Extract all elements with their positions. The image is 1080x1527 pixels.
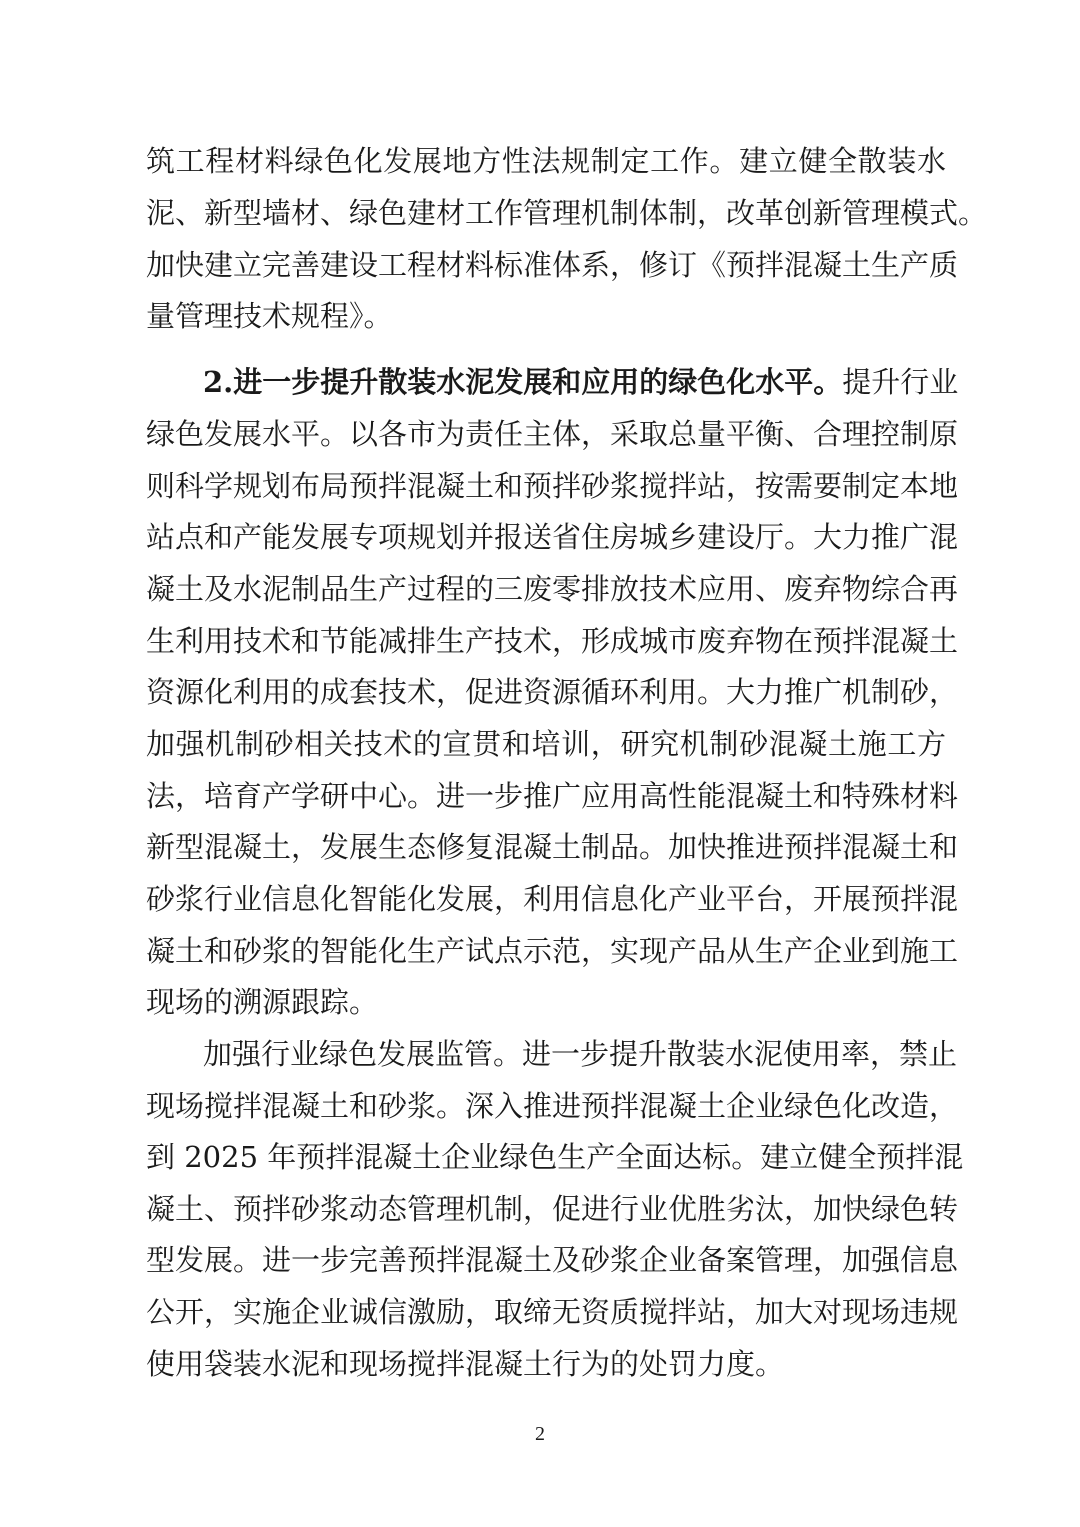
paragraph-2-line-7: 资源化利用的成套技术，促进资源循环利用。大力推广机制砂， (146, 675, 959, 709)
paragraph-2-line-11: 砂浆行业信息化智能化发展，利用信息化产业平台，开展预拌混 (146, 882, 959, 916)
paragraph-2-line-13: 现场的溯源跟踪。 (146, 985, 379, 1019)
paragraph-3-line-2: 现场搅拌混凝土和砂浆。深入推进预拌混凝土企业绿色化改造， (146, 1089, 959, 1123)
paragraph-3-line-4: 凝土、预拌砂浆动态管理机制，促进行业优胜劣汰，加快绿色转 (146, 1192, 959, 1226)
paragraph-2-line-4: 站点和产能发展专项规划并报送省住房城乡建设厅。大力推广混 (146, 520, 959, 554)
paragraph-3-line-3: 到 2025 年预拌混凝土企业绿色生产全面达标。建立健全预拌混 (146, 1140, 964, 1174)
paragraph-2-line-6: 生利用技术和节能减排生产技术，形成城市废弃物在预拌混凝土 (146, 624, 959, 658)
paragraph-2-line-8: 加强机制砂相关技术的宣贯和培训，研究机制砂混凝土施工方 (146, 727, 946, 761)
paragraph-2-line-10: 新型混凝土，发展生态修复混凝土制品。加快推进预拌混凝土和 (146, 830, 959, 864)
paragraph-2-first-line (203, 362, 959, 402)
page-number: 2 (535, 1423, 545, 1445)
paragraph-3-line-5: 型发展。进一步完善预拌混凝土及砂浆企业备案管理，加强信息 (146, 1243, 959, 1277)
paragraph-1-line-1: 筑工程材料绿色化发展地方性法规制定工作。建立健全散装水 (146, 144, 946, 178)
paragraph-2-line-2: 绿色发展水平。以各市为责任主体，采取总量平衡、合理控制原 (146, 417, 959, 451)
paragraph-2-first-line-rest: 提升行业 (842, 365, 959, 399)
paragraph-2-line-9: 法，培育产学研中心。进一步推广应用高性能混凝土和特殊材料 (146, 779, 959, 813)
section-heading: 2.进一步提升散装水泥发展和应用的绿色化水平。 (203, 365, 843, 399)
paragraph-2-line-3: 则科学规划布局预拌混凝土和预拌砂浆搅拌站，按需要制定本地 (146, 469, 959, 503)
paragraph-1-line-2: 泥、新型墙材、绿色建材工作管理机制体制，改革创新管理模式。 (146, 196, 988, 230)
paragraph-2-line-5: 凝土及水泥制品生产过程的三废零排放技术应用、废弃物综合再 (146, 572, 959, 606)
paragraph-2-line-12: 凝土和砂浆的智能化生产试点示范，实现产品从生产企业到施工 (146, 934, 959, 968)
paragraph-1-line-3: 加快建立完善建设工程材料标准体系，修订《预拌混凝土生产质 (146, 248, 959, 282)
paragraph-3-line-6: 公开，实施企业诚信激励，取缔无资质搅拌站，加大对现场违规 (146, 1295, 959, 1329)
paragraph-3-first-line: 加强行业绿色发展监管。进一步提升散装水泥使用率，禁止 (203, 1037, 958, 1071)
paragraph-3-line-7: 使用袋装水泥和现场搅拌混凝土行为的处罚力度。 (146, 1347, 785, 1381)
paragraph-1-line-4: 量管理技术规程》。 (146, 299, 393, 333)
